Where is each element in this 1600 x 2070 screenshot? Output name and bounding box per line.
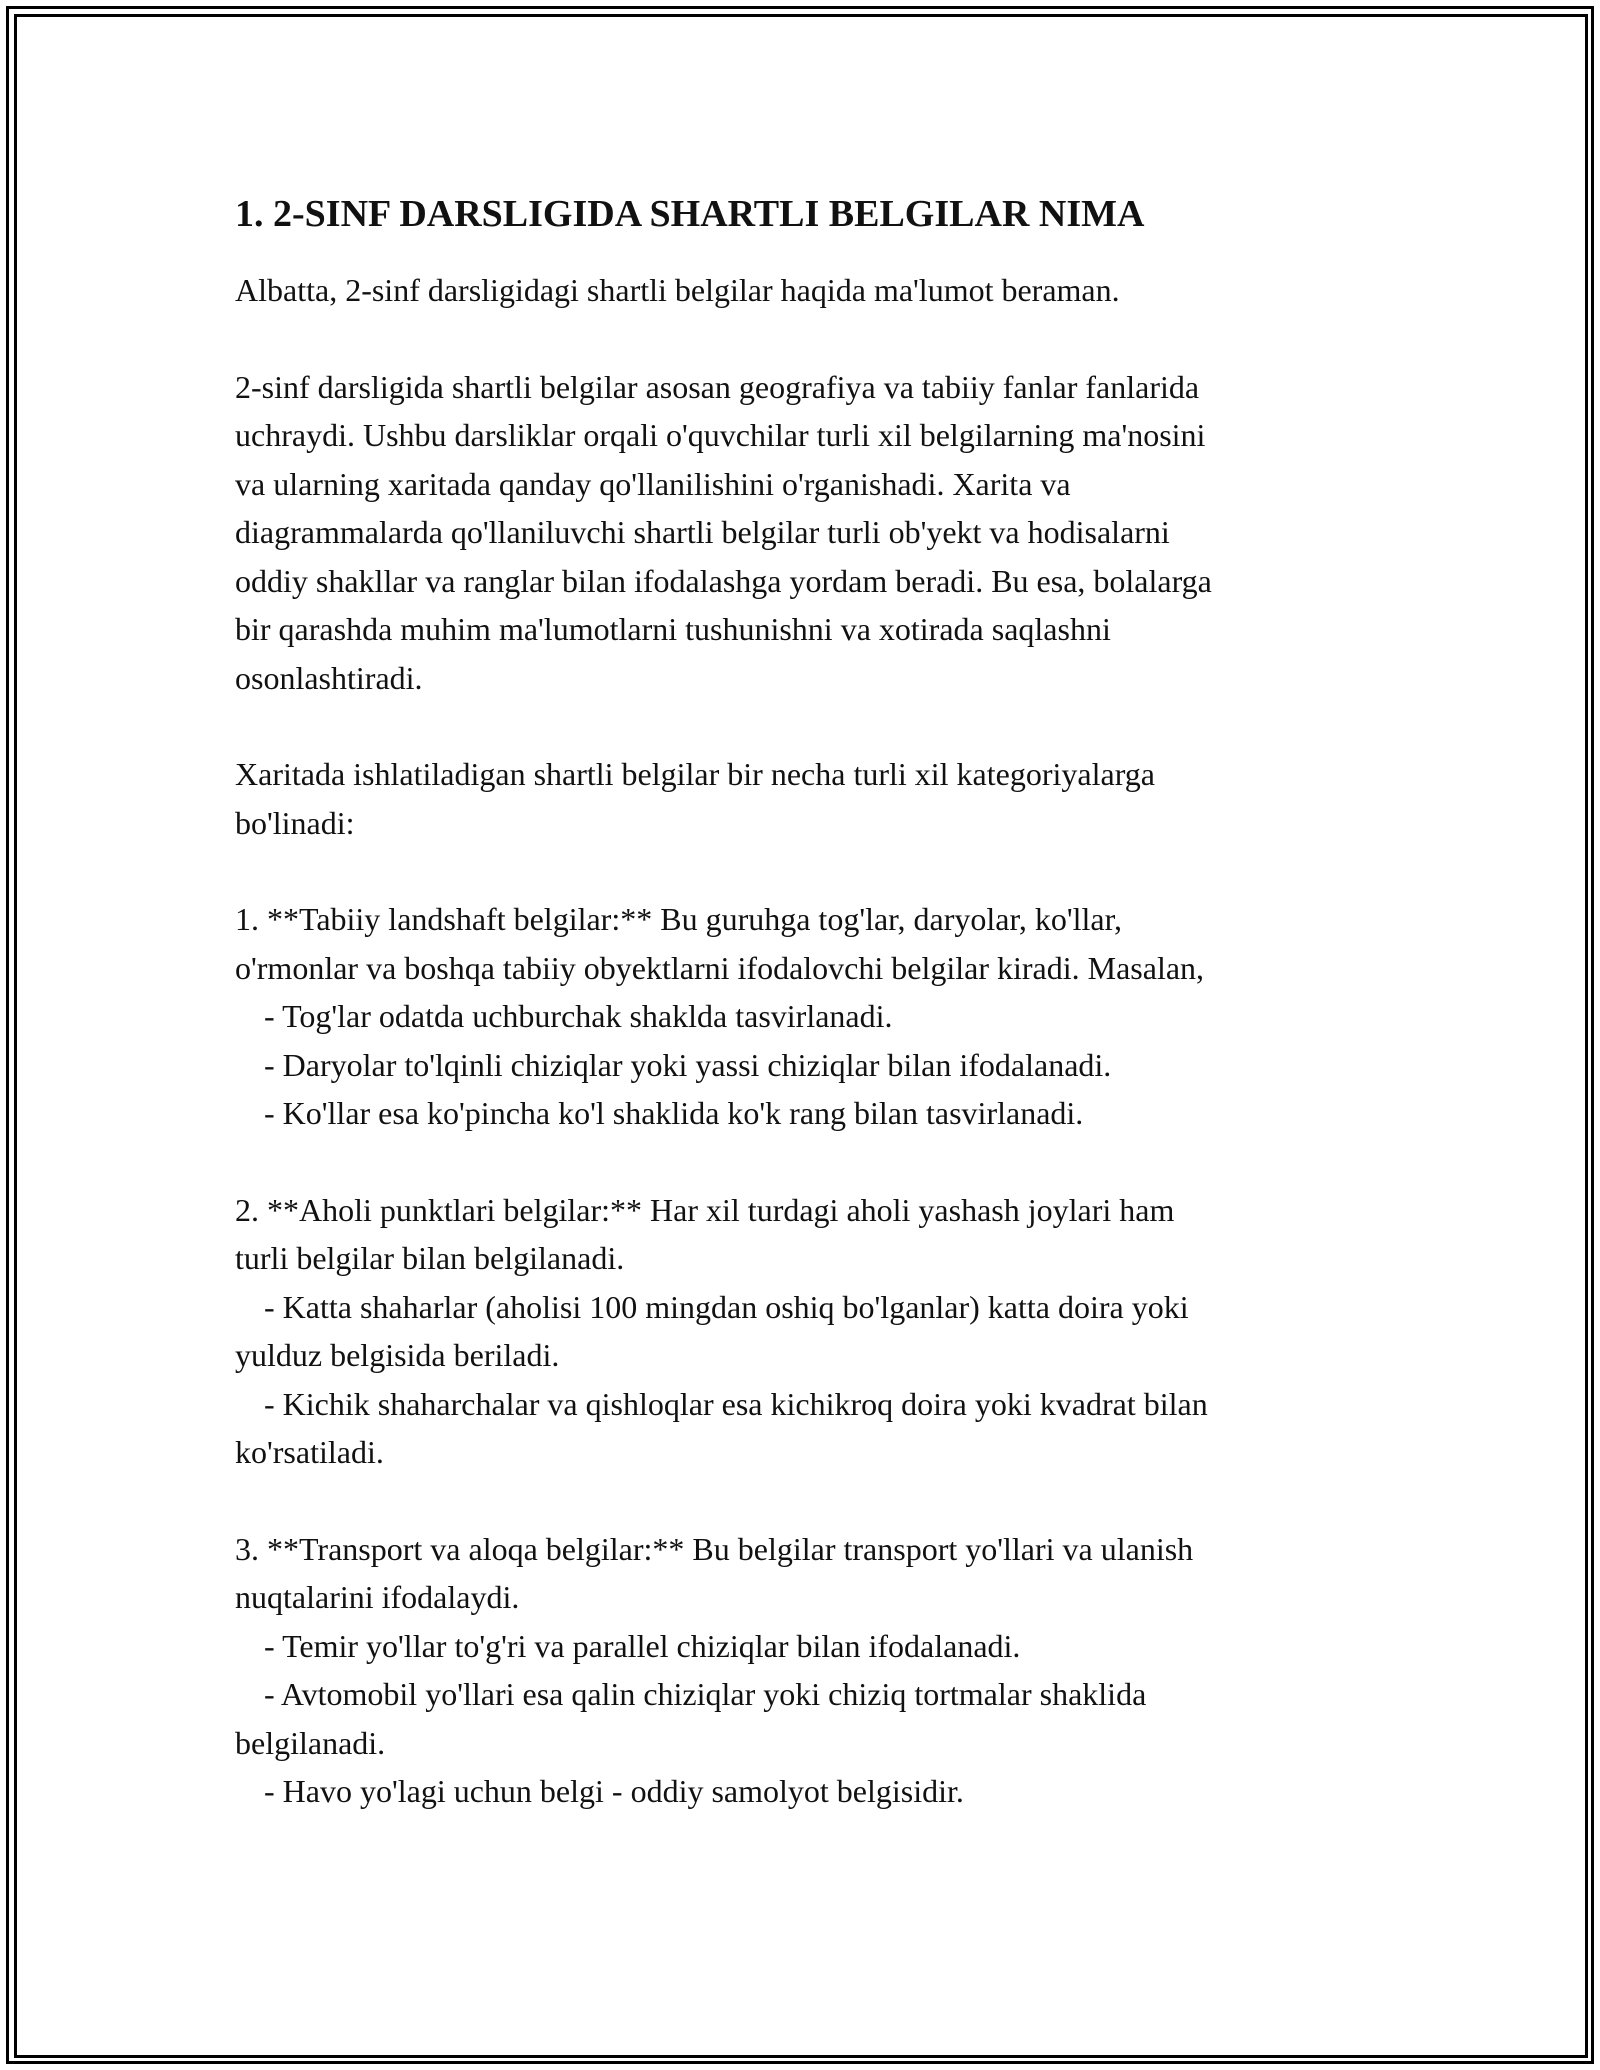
- section-settlements: [235, 1186, 1375, 1477]
- section-heading-line: 3. **Transport va aloqa belgilar:** Bu belgilar transport yo'llari va ulanish: [235, 1530, 1194, 1567]
- section-heading-line: nuqtalarini ifodalaydi.: [235, 1579, 520, 1615]
- list-item: - Tog'lar odatda uchburchak shaklda tasvirlanadi.: [264, 998, 893, 1034]
- list-item: - Avtomobil yo'llari esa qalin chiziqlar yoki chiziq tortmalar shaklida: [264, 1676, 1147, 1712]
- list-item-continuation: belgilanadi.: [235, 1724, 386, 1761]
- paragraph-line: bo'linadi:: [235, 804, 355, 841]
- list-item-continuation: yulduz belgisida beriladi.: [235, 1337, 560, 1373]
- list-item: - Havo yo'lagi uchun belgi - oddiy samolyot belgisidir.: [264, 1773, 964, 1809]
- list-item: - Temir yo'llar to'g'ri va parallel chiziqlar bilan ifodalanadi.: [264, 1627, 1021, 1664]
- paragraph-line: bir qarashda muhim ma'lumotlarni tushunishni va xotirada saqlashni: [235, 611, 1111, 647]
- intro-paragraph: [235, 266, 1375, 315]
- section-heading-line: o'rmonlar va boshqa tabiiy obyektlarni ifodalovchi belgilar kiradi. Masalan,: [235, 949, 1205, 986]
- paragraph-line: oddiy shakllar va ranglar bilan ifodalashga yordam beradi. Bu esa, bolalarga: [235, 562, 1212, 599]
- paragraph-categories: [235, 750, 1375, 847]
- paragraph-line: diagrammalarda qo'llaniluvchi shartli belgilar turli ob'yekt va hodisalarni: [235, 514, 1170, 550]
- document-title: 1. 2-SINF DARSLIGIDA SHARTLI BELGILAR NIMA: [235, 193, 1145, 235]
- list-item: - Kichik shaharchalar va qishloqlar esa kichikroq doira yoki kvadrat bilan: [264, 1385, 1208, 1422]
- list-item-continuation: ko'rsatiladi.: [235, 1434, 384, 1470]
- section-natural-landscape: [235, 895, 1375, 1138]
- list-item: - Ko'llar esa ko'pincha ko'l shaklida ko'k rang bilan tasvirlanadi.: [264, 1095, 1084, 1131]
- list-item: - Daryolar to'lqinli chiziqlar yoki yassi chiziqlar bilan ifodalanadi.: [264, 1046, 1112, 1083]
- paragraph-line: osonlashtiradi.: [235, 659, 423, 696]
- intro-line: Albatta, 2-sinf darsligidagi shartli belgilar haqida ma'lumot beraman.: [235, 272, 1120, 308]
- paragraph-line: uchraydi. Ushbu darsliklar orqali o'quvchilar turli xil belgilarning ma'nosini: [235, 417, 1206, 453]
- paragraph-overview: [235, 363, 1375, 703]
- section-heading-line: turli belgilar bilan belgilanadi.: [235, 1240, 625, 1276]
- section-transport: [235, 1525, 1375, 1816]
- paragraph-line: 2-sinf darsligida shartli belgilar asosan geografiya va tabiiy fanlar fanlarida: [235, 368, 1200, 405]
- section-heading-line: 1. **Tabiiy landshaft belgilar:** Bu guruhga tog'lar, daryolar, ko'llar,: [235, 901, 1122, 937]
- list-item: - Katta shaharlar (aholisi 100 mingdan oshiq bo'lganlar) katta doira yoki: [264, 1288, 1189, 1325]
- paragraph-line: va ularning xaritada qanday qo'llanilishini o'rganishadi. Xarita va: [235, 465, 1071, 502]
- section-heading-line: 2. **Aholi punktlari belgilar:** Har xil turdagi aholi yashash joylari ham: [235, 1191, 1175, 1228]
- document-body: [235, 188, 1375, 1864]
- paragraph-line: Xaritada ishlatiladigan shartli belgilar bir necha turli xil kategoriyalarga: [235, 756, 1155, 792]
